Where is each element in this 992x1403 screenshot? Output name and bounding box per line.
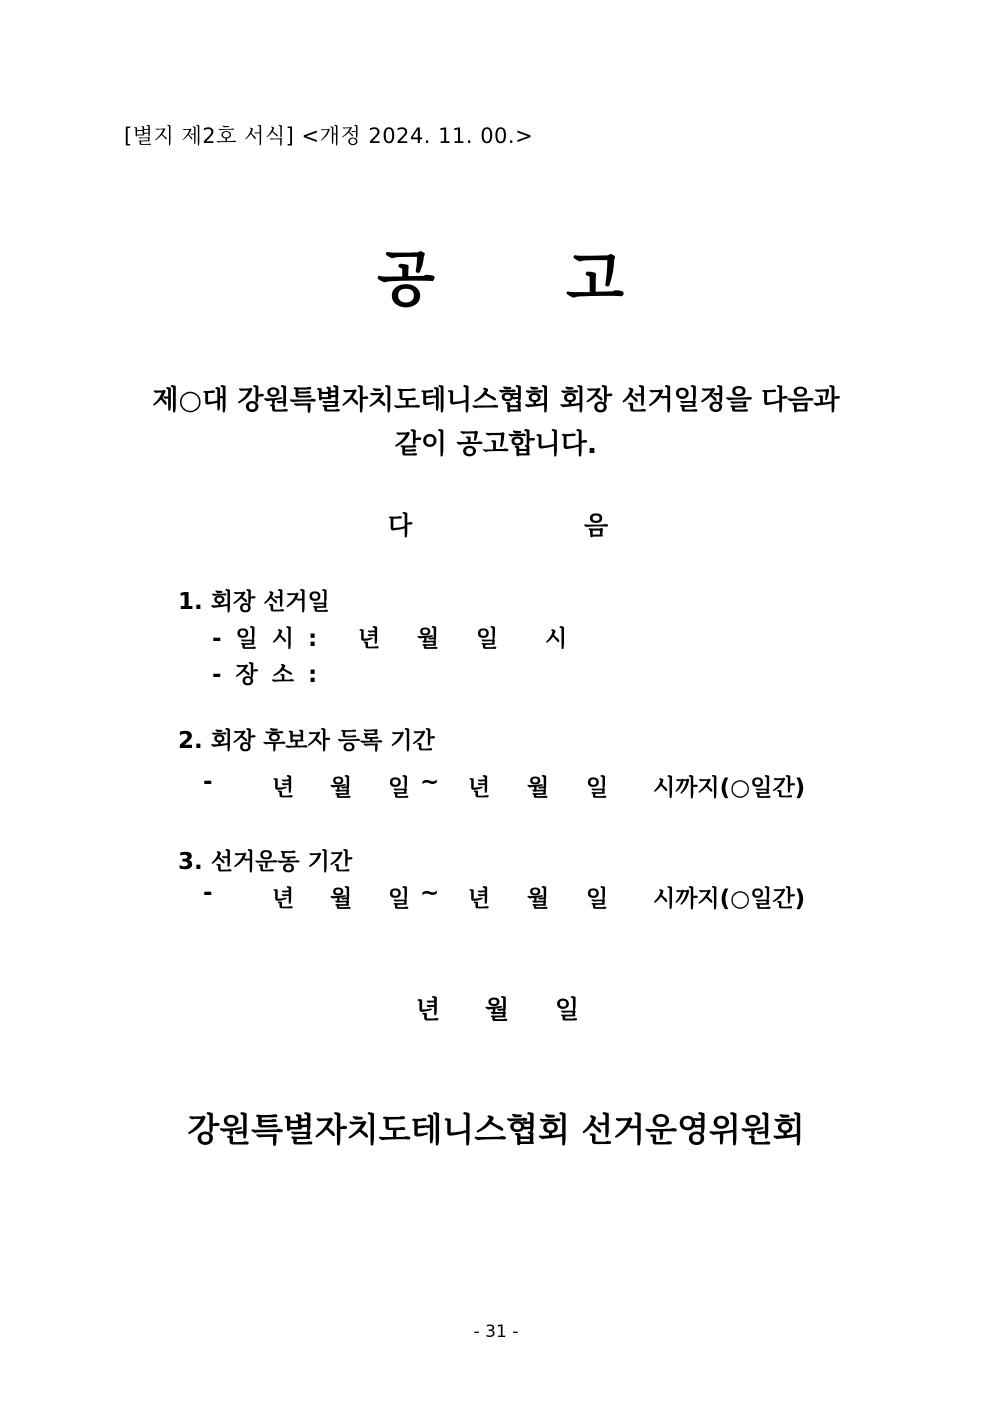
intro-line-2: 같이 공고합니다. [394, 429, 598, 460]
section-2-end-year: 년 [468, 775, 491, 801]
section-3-tilde: ~ [420, 880, 440, 906]
intro-line-1: 제○대 강원특별자치도테니스협회 회장 선거일정을 다음과 [152, 385, 840, 416]
section-3-heading: 3. 선거운동 기간 [178, 849, 353, 875]
date-month-unit: 월 [485, 995, 510, 1024]
section-2-start-year: 년 [272, 775, 295, 801]
section-3-start-day: 일 [388, 886, 411, 912]
section-1-hour-unit: 시 [545, 626, 568, 652]
section-2-end-day: 일 [586, 775, 609, 801]
section-1-month-unit: 월 [417, 626, 440, 652]
section-1-heading: 1. 회장 선거일 [178, 589, 330, 615]
section-3-end-month: 월 [527, 886, 550, 912]
section-head-char-2: 음 [584, 511, 609, 540]
section-2-end-month: 월 [527, 775, 550, 801]
section-2-tilde: ~ [420, 769, 440, 795]
section-1-year-unit: 년 [358, 626, 381, 652]
section-2-heading: 2. 회장 후보자 등록 기간 [178, 728, 435, 754]
section-1-datetime-label: - 일 시 : [212, 626, 321, 652]
section-2-dash: - [203, 769, 213, 795]
section-3-end-year: 년 [468, 886, 491, 912]
section-2-until: 시까지(○일간) [653, 775, 806, 801]
date-day-unit: 일 [555, 995, 580, 1024]
date-year-unit: 년 [416, 995, 441, 1024]
section-3-start-year: 년 [272, 886, 295, 912]
section-2-start-day: 일 [388, 775, 411, 801]
page-number: - 31 - [473, 1322, 519, 1342]
form-label: [별지 제2호 서식] <개정 2024. 11. 00.> [124, 124, 534, 148]
section-head-char-1: 다 [388, 511, 413, 540]
section-1-day-unit: 일 [476, 626, 499, 652]
section-3-start-month: 월 [330, 886, 353, 912]
section-3-end-day: 일 [586, 886, 609, 912]
title-char-2: 고 [566, 245, 624, 315]
section-3-dash: - [203, 880, 213, 906]
section-3-until: 시까지(○일간) [653, 886, 806, 912]
section-2-start-month: 월 [330, 775, 353, 801]
title-char-1: 공 [377, 245, 435, 315]
organization-name: 강원특별자치도테니스협회 선거운영위원회 [187, 1110, 805, 1149]
section-1-place-label: - 장 소 : [212, 662, 321, 688]
